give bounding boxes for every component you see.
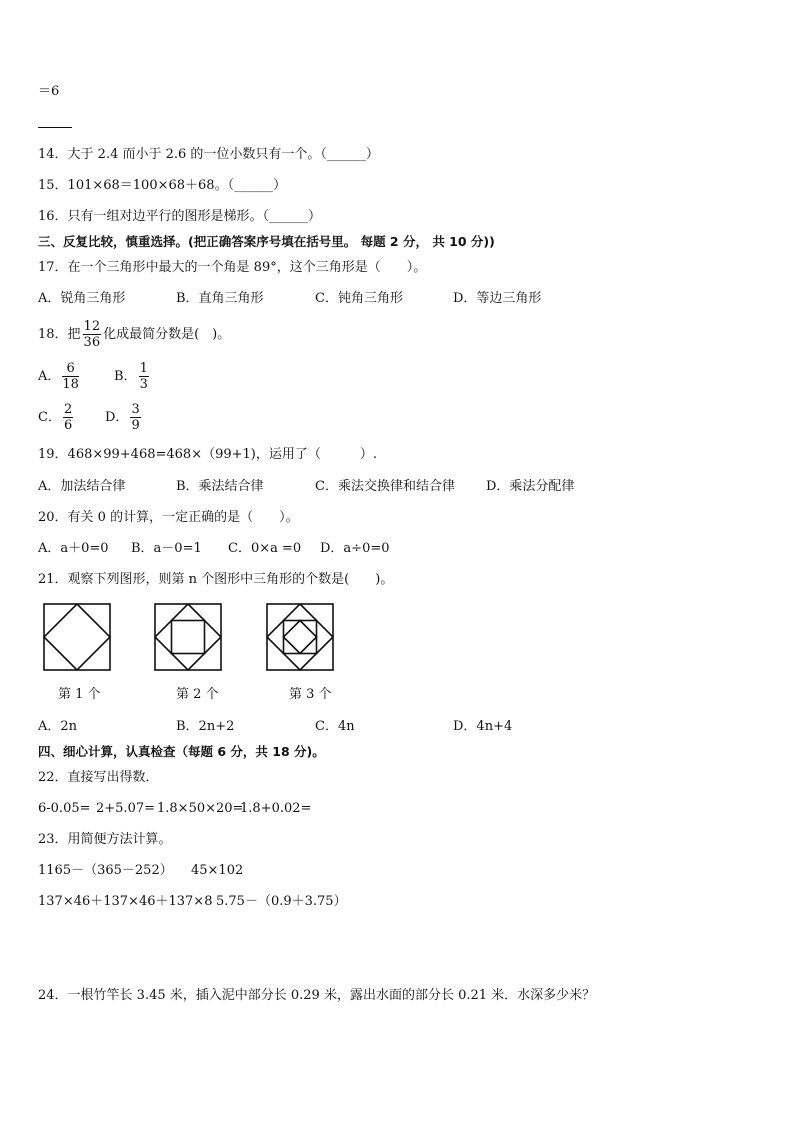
q18-option-b-fraction (139, 362, 149, 391)
q18-suffix: 化成最简分数是( )。 (103, 327, 231, 342)
q18-option-c-num: 2 (63, 402, 73, 417)
q18-option-b-num: 1 (139, 361, 148, 376)
q20-option-b: B．a－0=1 (131, 541, 202, 556)
figure-3-label: 第 3 个 (289, 687, 332, 702)
q20-option-c: C．0×a =0 (228, 541, 302, 556)
q20-option-a: A．a＋0=0 (38, 541, 109, 556)
q18-denominator: 36 (83, 335, 101, 350)
q22-item-1: 6-0.05= (38, 801, 91, 816)
q19-option-d: D．乘法分配律 (486, 479, 575, 494)
q18-option-a-fraction (62, 362, 79, 391)
q17-option-b: B．直角三角形 (176, 291, 264, 306)
q23-expr-4: 5.75－（0.9＋3.75） (216, 894, 347, 909)
q18-option-d-den: 9 (131, 418, 140, 433)
q18-option-d-label: D． (105, 410, 129, 425)
q22-item-3: 1.8×50×20= (157, 801, 244, 816)
question-18 (38, 318, 230, 352)
answer-blank-line (38, 127, 72, 128)
figure-2-label: 第 2 个 (176, 687, 219, 702)
q18-option-d-fraction (130, 403, 140, 432)
q18-option-c-fraction (63, 403, 73, 432)
figure-1 (43, 603, 111, 671)
question-23: 23．用简便方法计算。 (38, 832, 172, 847)
q18-option-d-num: 3 (131, 402, 140, 417)
question-19: 19．468×99+468=468×（99+1)，运用了（ ）. (38, 447, 378, 462)
q18-numerator: 12 (83, 319, 101, 334)
question-17: 17．在一个三角形中最大的一个角是 89°，这个三角形是（ ）。 (38, 260, 427, 275)
q18-option-b (114, 360, 151, 394)
q18-option-a-den: 18 (62, 377, 79, 392)
q19-option-a: A．加法结合律 (38, 479, 126, 494)
figure-2 (154, 603, 222, 671)
equation-fragment: ＝6 (38, 84, 60, 99)
q21-option-a: A．2n (38, 719, 78, 734)
q18-option-c-label: C． (38, 410, 61, 425)
section-3-heading: 三、反复比较，慎重选择。(把正确答案序号填在括号里。 每题 2 分， 共 10 分)) (38, 234, 495, 249)
q18-option-c (38, 401, 75, 435)
question-20: 20．有关 0 的计算，一定正确的是（ ）。 (38, 510, 299, 525)
q23-expr-3: 137×46＋137×46＋137×8 (38, 894, 213, 909)
question-22: 22．直接写出得数． (38, 770, 159, 785)
q17-option-c: C．钝角三角形 (315, 291, 403, 306)
question-14: 14．大于 2.4 而小于 2.6 的一位小数只有一个。（______） (38, 147, 379, 162)
q17-option-d: D．等边三角形 (453, 291, 542, 306)
q18-option-c-den: 6 (63, 418, 73, 433)
q23-expr-1: 1165－（365－252） (38, 863, 173, 878)
q22-item-4: 1.8+0.02= (240, 801, 312, 816)
question-15: 15．101×68＝100×68＋68。（______） (38, 178, 287, 193)
q18-option-a-label: A． (38, 369, 61, 384)
q18-option-b-den: 3 (139, 377, 148, 392)
q21-option-b: B．2n+2 (176, 719, 235, 734)
q21-option-c: C．4n (315, 719, 355, 734)
q18-option-d (105, 401, 143, 435)
q19-option-c: C．乘法交换律和结合律 (315, 479, 455, 494)
q23-expr-2: 45×102 (191, 863, 244, 878)
q19-option-b: B．乘法结合律 (176, 479, 264, 494)
q21-option-d: D．4n+4 (453, 719, 513, 734)
q18-option-a (38, 360, 81, 394)
q18-option-a-num: 6 (62, 362, 79, 377)
q18-prefix: 18．把 (38, 327, 81, 342)
q22-item-2: 2+5.07= (96, 801, 156, 816)
q18-option-b-label: B． (114, 369, 137, 384)
q20-option-d: D．a÷0=0 (320, 541, 390, 556)
question-21: 21．观察下列图形，则第 n 个图形中三角形的个数是( )。 (38, 572, 394, 587)
section-4-heading: 四、细心计算，认真检查（每题 6 分，共 18 分)。 (38, 744, 325, 759)
question-24: 24．一根竹竿长 3.45 米，插入泥中部分长 0.29 米，露出水面的部分长 0.21 米．水深多少米？ (38, 988, 596, 1003)
question-16: 16．只有一组对边平行的图形是梯形。（______） (38, 209, 322, 224)
figure-1-label: 第 1 个 (58, 687, 101, 702)
q17-option-a: A．锐角三角形 (38, 291, 126, 306)
figure-3 (266, 603, 334, 671)
q18-fraction (83, 320, 102, 349)
